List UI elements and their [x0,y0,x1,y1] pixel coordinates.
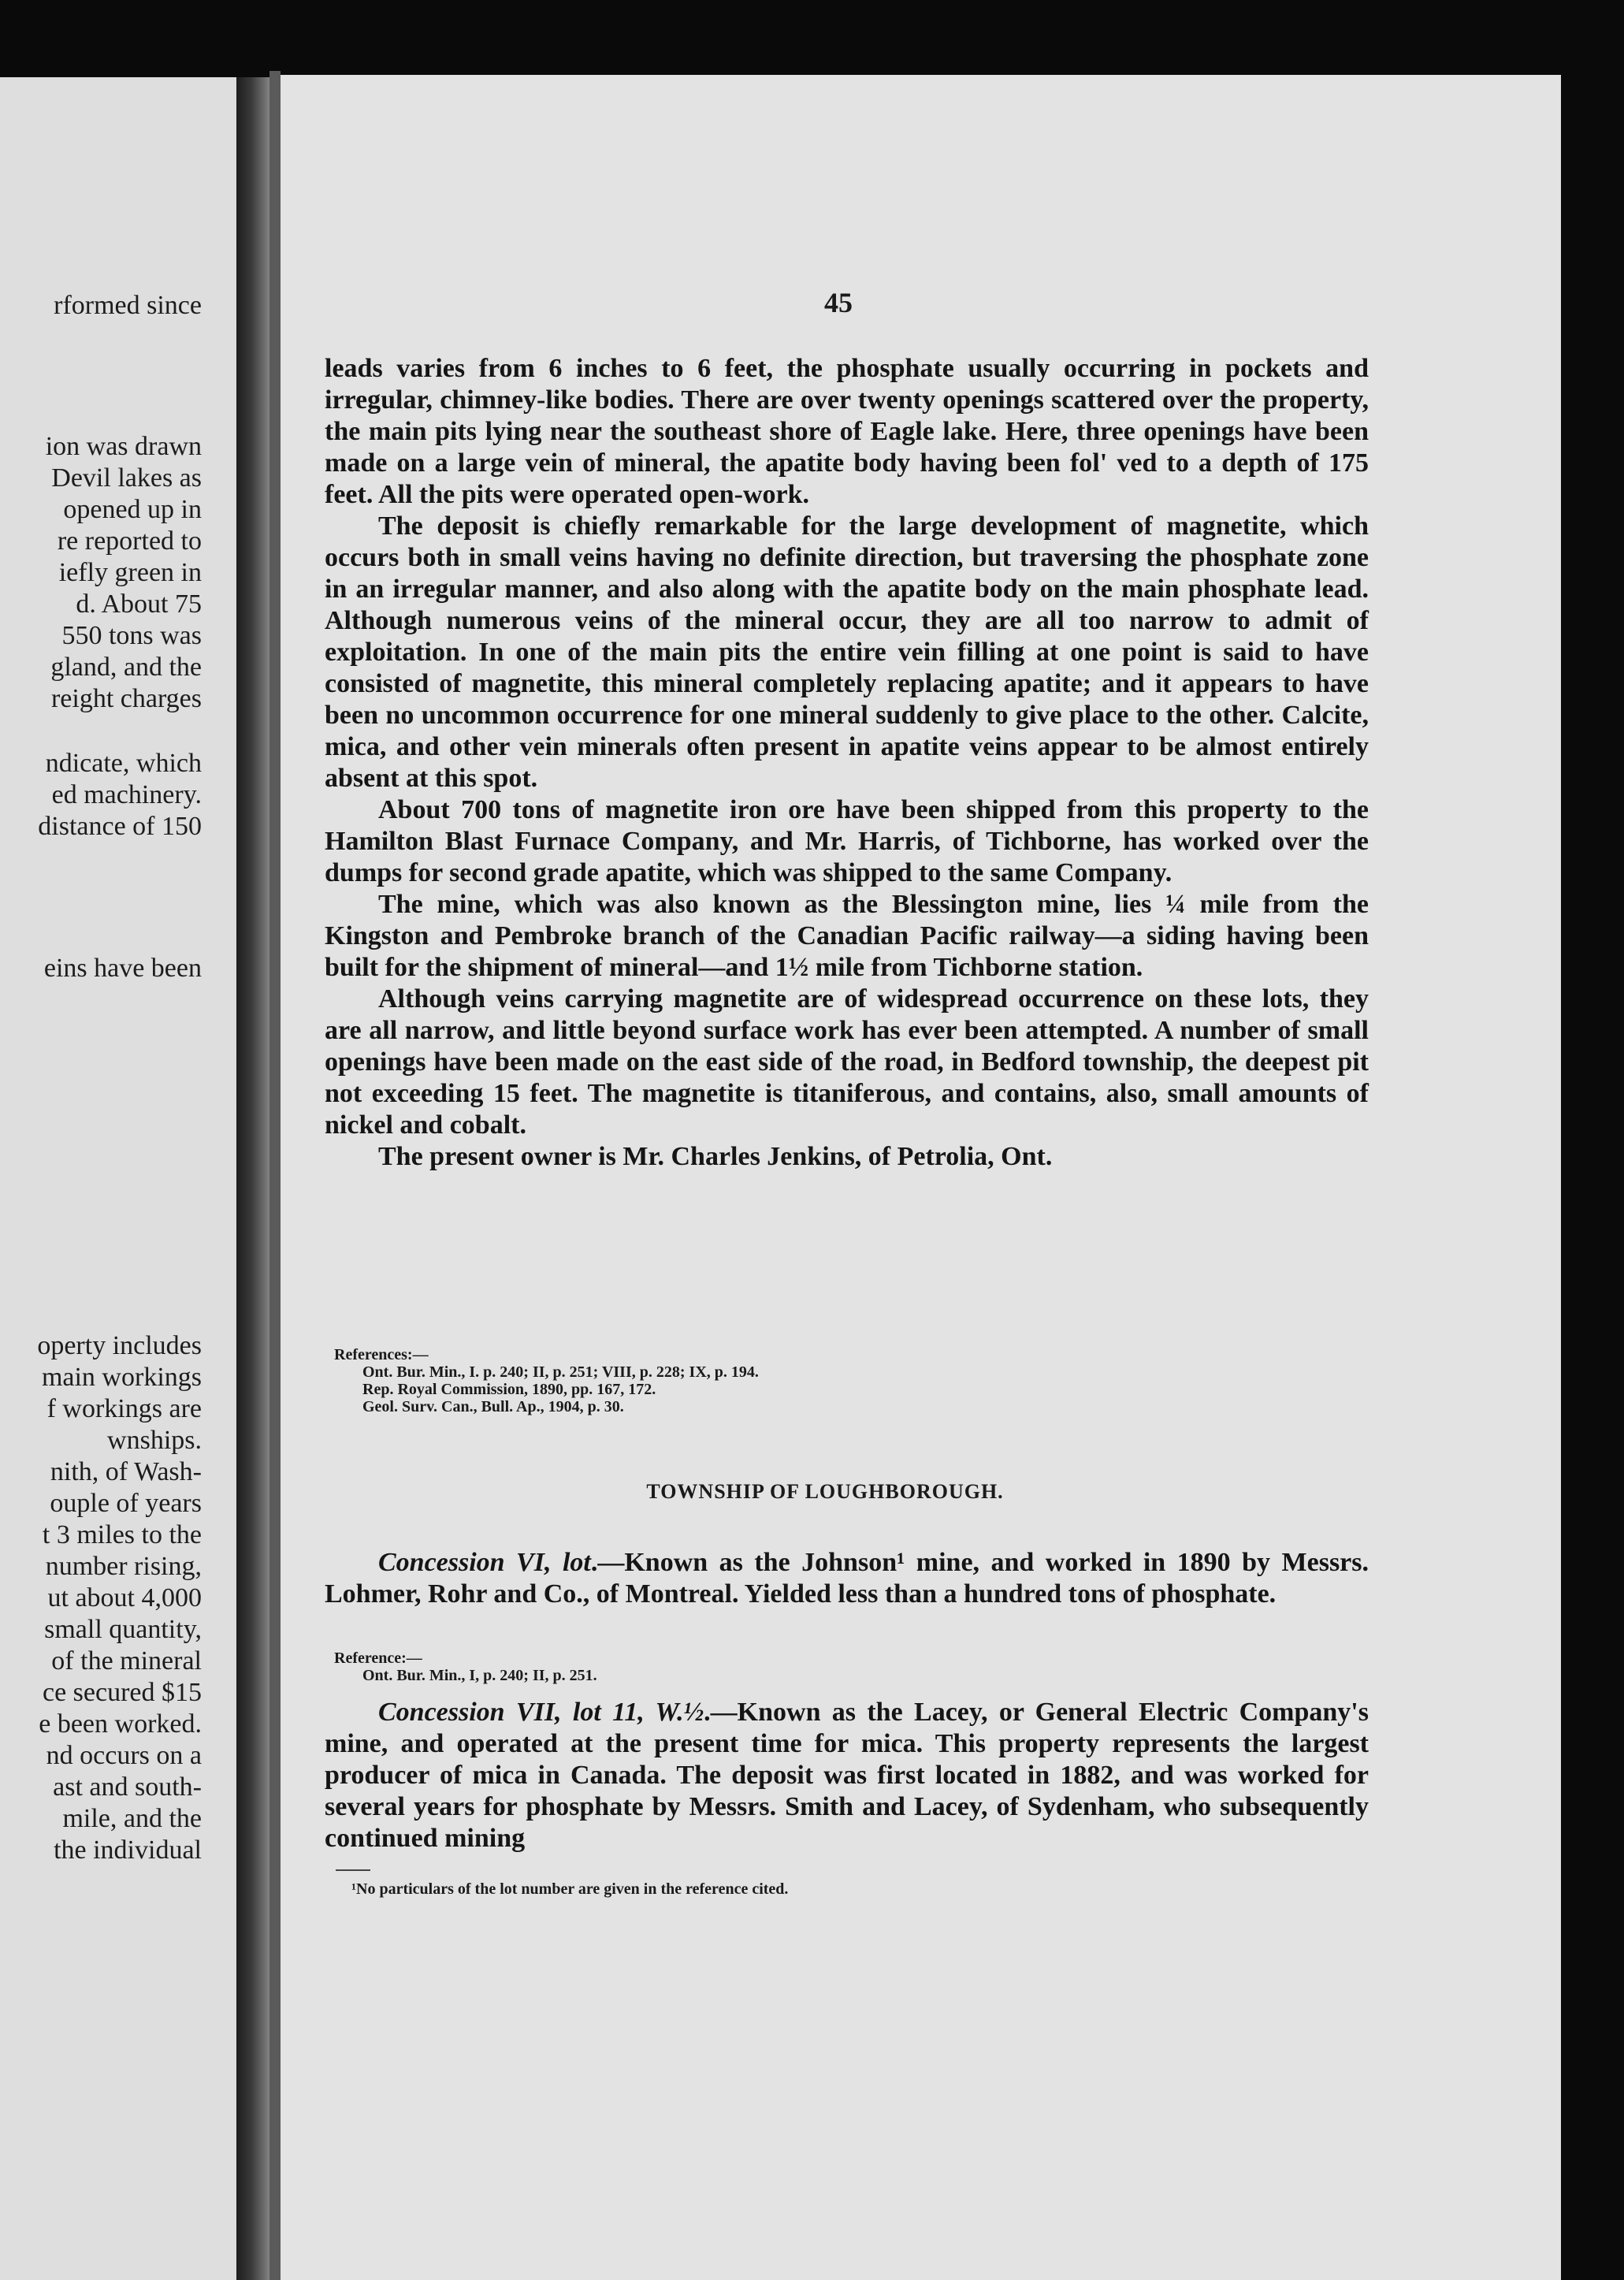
paragraph-2: The deposit is chiefly remarkable for the large development of magnetite, which occurs both in small veins having no definite direction, but traversing the phosphate zone in an irregular manner, and also along with the apatite body on the main phosphate lead. Although numerous veins of the mineral occur, they are all too narrow to admit of exploitation. In one of the main pits the entire vein filling at one point is said to have consisted of magnetite, this mineral completely replacing apatite; and it appears to have been no uncommon occurrence for one mineral suddenly to give place to the other. Calcite, mica, and other vein minerals often present in apatite veins appear to be almost entirely absent at this spot. [325,511,1369,793]
left-page-line: small quantity, [44,1615,202,1644]
right-page [281,75,1561,2280]
left-page-line: d. About 75 [76,590,202,619]
concession-vii-text: .—Known as the Lacey, or General Electric Company's mine, and operated at the present time for mica. This property represents the largest producer of mica in Canada. The deposit was first located in 1882, and was worked for several years for phosphate by Messrs. Smith and Lacey, of Sydenham, who subsequently continued mining [325,1698,1369,1853]
left-page-line: ouple of years [50,1489,202,1518]
left-page-line: operty includes [37,1331,202,1360]
left-page-line: main workings [41,1363,202,1392]
concession-vii-label: Concession VII, lot 11, W.½ [378,1698,704,1727]
left-page-line: ut about 4,000 [47,1583,202,1612]
left-page-line: the individual [54,1836,202,1865]
left-page-line: eins have been [43,954,202,983]
concession-vii-paragraph [325,1697,1369,1854]
concession-vi-text: .—Known as the Johnson¹ mine, and worked in 1890 by Messrs. Lohmer, Rohr and Co., of Montreal. Yielded less than a hundred tons of phosphate. [325,1548,1369,1609]
left-page-line: reight charges [50,684,202,713]
left-page-line: gland, and the [50,653,202,682]
left-page-line: iefly green in [58,558,202,587]
references-block-1 [334,1346,1122,1415]
left-page-line: rformed since [54,291,202,320]
paragraph-4: The mine, which was also known as the Blessington mine, lies ¼ mile from the Kingston and Pembroke branch of the Canadian Pacific railway—a siding having been built for the shipment of mineral—and 1½ mile from Tichborne station. [325,890,1369,982]
footnote: ¹No particulars of the lot number are given in the reference cited. [351,1880,789,1898]
reference-item: Ont. Bur. Min., I. p. 240; II, p. 251; VIII, p. 228; IX, p. 194. [362,1363,759,1381]
left-page-line: ed machinery. [51,780,202,809]
left-page-line: mile, and the [62,1804,202,1833]
reference-item: Geol. Surv. Can., Bull. Ap., 1904, p. 30. [362,1398,624,1415]
left-page-line: ion was drawn [45,432,202,461]
left-page-line: of the mineral [51,1646,202,1676]
reference-item: Ont. Bur. Min., I, p. 240; II, p. 251. [362,1667,597,1684]
left-page-line: e been worked. [39,1709,202,1739]
left-page-line: ce secured $15 [42,1678,202,1707]
left-page-line: ast and south- [53,1772,202,1802]
reference-item: Rep. Royal Commission, 1890, pp. 167, 172. [362,1381,656,1398]
paragraph-5: Although veins carrying magnetite are of widespread occurrence on these lots, they are all narrow, and little beyond surface work has ever been attempted. A number of small openings have been made on the east side of the road, in Bedford township, the deepest pit not exceeding 15 feet. The magnetite is titaniferous, and contains, also, small amounts of nickel and cobalt. [325,984,1369,1140]
footnote-rule [336,1869,370,1871]
left-page-line: nd occurs on a [46,1741,202,1770]
left-page-line: wnships. [107,1426,202,1455]
paragraph-1: leads varies from 6 inches to 6 feet, the phosphate usually occurring in pockets and irregular, chimney-like bodies. There are over twenty openings scattered over the property, the main pits lying near the southeast shore of Eagle lake. Here, three openings have been made on a large vein of mineral, the apatite body having been fol' ved to a depth of 175 feet. All the pits were operated open-work. [325,354,1369,509]
left-page-line: nith, of Wash- [50,1457,202,1486]
references-label: References:— [334,1346,429,1363]
left-page-line: opened up in [63,495,202,524]
left-page-line: re reported to [57,526,202,556]
main-text-block [325,353,1369,1173]
concession-vi-label: Concession VI, lot [378,1548,591,1577]
page-number: 45 [824,287,853,318]
left-page [0,77,236,2280]
left-page-line: Devil lakes as [51,463,202,493]
left-page-line: 550 tons was [61,621,202,650]
left-page-line: t 3 miles to the [42,1520,202,1549]
references-block-2 [334,1650,1122,1684]
reference-label: Reference:— [334,1650,422,1667]
section-heading: TOWNSHIP OF LOUGHBOROUGH. [646,1480,1004,1503]
left-page-line: number rising, [45,1552,202,1581]
paragraph-3: About 700 tons of magnetite iron ore have been shipped from this property to the Hamilton Blast Furnace Company, and Mr. Harris, of Tichborne, has worked over the dumps for second grade apatite, which was shipped to the same Company. [325,795,1369,887]
left-page-line: ndicate, which [45,749,202,778]
left-page-line: distance of 150 [38,812,202,841]
spine-edge [269,71,281,2280]
left-page-line: f workings are [46,1394,202,1423]
paragraph-6: The present owner is Mr. Charles Jenkins, of Petrolia, Ont. [378,1142,1053,1171]
concession-vi-paragraph [325,1547,1369,1610]
